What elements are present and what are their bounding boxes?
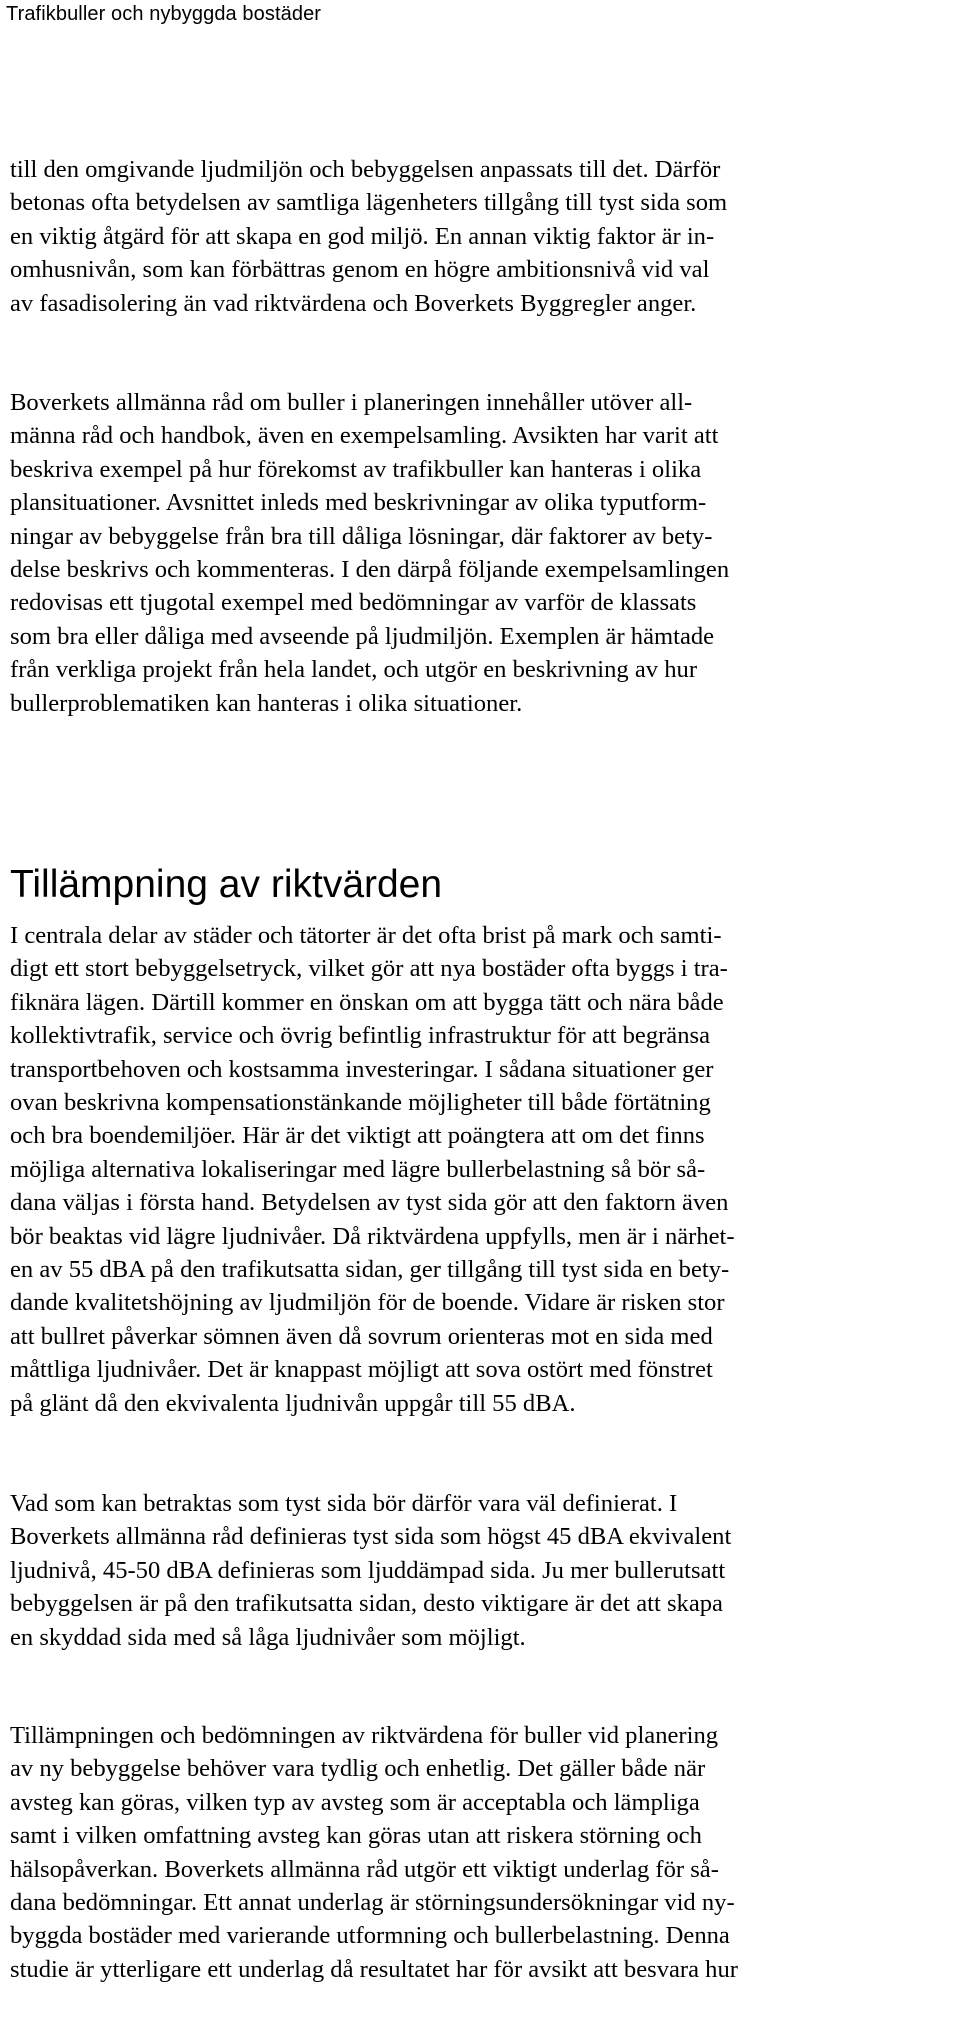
paragraph-assessment: Tillämpningen och bedömningen av riktvärdena för buller vid planering av ny bebyggelse behöver vara tydlig och enhetlig. Det gäller både när avsteg kan göras, vilken typ av avsteg som är acceptabla och lämpliga samt i vilken omfattning avsteg kan göras utan att riskera störning och hälsopåverkan. Boverkets allmänna råd utgör ett viktigt underlag för så- dana bedömningar. Ett annat underlag är störningsundersökningar vid ny- byggda bostäder med varierande utformning och bullerbelastning. Denna studie är ytterligare ett underlag då resultatet har för avsikt att besvara hur <box>10 1722 738 1983</box>
paragraph-boverket-advice: Boverkets allmänna råd om buller i planeringen innehåller utöver all- männa råd och handbok, även en exempelsamling. Avsikten har varit att beskriva exempel på hur förekomst av trafikbuller kan hanteras i olika plansituationer. Avsnittet inleds med beskrivningar av olika typutform- ningar av bebyggelse från bra till dåliga lösningar, där faktorer av bety- delse beskrivs och kommenteras. I den därpå följande exempelsamlingen redovisas ett tjugotal exempel med bedömningar av varför de klassats som bra eller dåliga med avseende på ljudmiljön. Exemplen är hämtade från verkliga projekt från hela landet, och utgör en beskrivning av hur bullerproblematiken kan hanteras i olika situationer. <box>10 389 730 717</box>
paragraph-application: I centrala delar av städer och tätorter är det ofta brist på mark och samti- digt ett stort bebyggelsetryck, vilket gör att nya bostäder ofta byggs i tra- fiknära lägen. Därtill kommer en önskan om att bygga tätt och nära både kollektivtrafik, service och övrig befintlig infrastruktur för att begränsa transportbehoven och kostsamma investeringar. I sådana situationer ger ovan beskrivna kompensationstänkande möjligheter till både förtätning och bra boendemiljöer. Här är det viktigt att poängtera att om det finns möjliga alternativa lokaliseringar med lägre bullerbelastning så bör så- dana väljas i första hand. Betydelsen av tyst sida gör att den faktorn även bör beaktas vid lägre ljudnivåer. Då riktvärdena uppfylls, men är i närhet- en av 55 dBA på den trafikutsatta sidan, ger tillgång till tyst sida en bety- dande kvalitetshöjning av ljudmiljön för de boende. Vidare är risken stor att bullret påverkar sömnen även då sovrum orienteras mot en sida med måttliga ljudnivåer. Det är knappast möjligt att sova ostört med fönstret på glänt då den ekvivalenta ljudnivån uppgår till 55 dBA. <box>10 922 735 1417</box>
running-header: Trafikbuller och nybyggda bostäder <box>6 3 322 25</box>
section-heading: Tillämpning av riktvärden <box>10 863 443 906</box>
paragraph-quiet-side: Vad som kan betraktas som tyst sida bör därför vara väl definierat. I Boverkets allmänna råd definieras tyst sida som högst 45 dBA ekvivalent ljudnivå, 45-50 dBA definieras som ljuddämpad sida. Ju mer bullerutsatt bebyggelsen är på den trafikutsatta sidan, desto viktigare är det att skapa en skyddad sida med så låga ljudnivåer som möjligt. <box>10 1490 732 1651</box>
paragraph-intro-continuation: till den omgivande ljudmiljön och bebyggelsen anpassats till det. Därför betonas ofta betydelsen av samtliga lägenheters tillgång till tyst sida som en viktig åtgärd för att skapa en god miljö. En annan viktig faktor är in- omhusnivån, som kan förbättras genom en högre ambitionsnivå vid val av fasadisolering än vad riktvärdena och Boverkets Byggregler anger. <box>10 156 728 317</box>
